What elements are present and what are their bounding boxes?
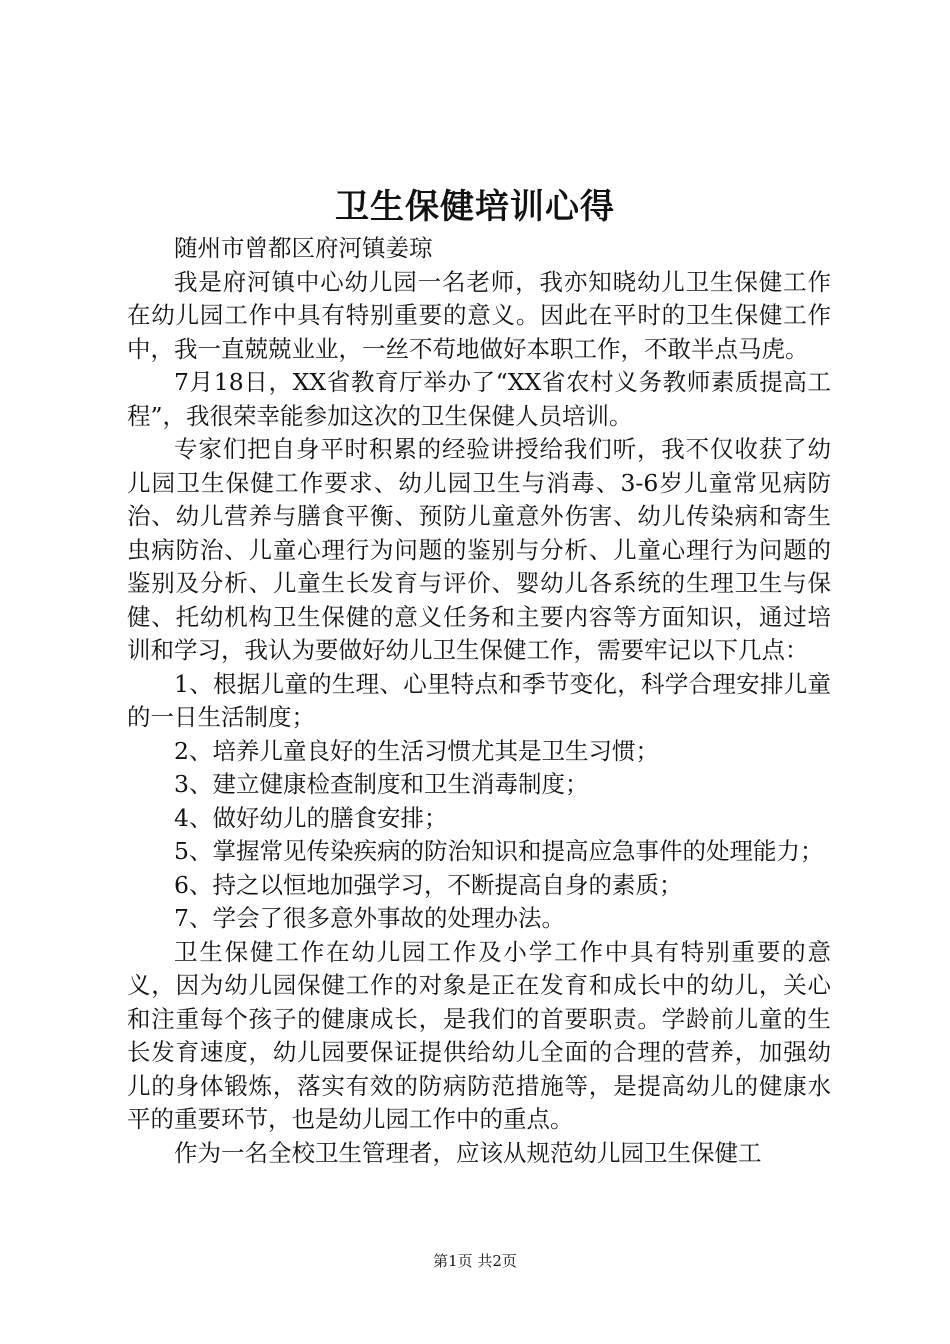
list-item: 5、掌握常见传染疾病的防治知识和提高应急事件的处理能力； (174, 837, 824, 865)
author-line: 随州市曾都区府河镇姜琼 (174, 234, 433, 262)
paragraph: 我是府河镇中心幼儿园一名老师，我亦知晓幼儿卫生保健工作在幼儿园工作中具有特别重要的意义。因此在平时的卫生保健工作中，我一直兢兢业业，一丝不苟地做好本职工作，不敢半点马虎。 (127, 267, 831, 363)
list-item: 3、建立健康检查制度和卫生消毒制度； (174, 770, 589, 798)
list-item: 7、学会了很多意外事故的处理办法。 (174, 904, 565, 932)
paragraph: 专家们把自身平时积累的经验讲授给我们听，我不仅收获了幼儿园卫生保健工作要求、幼儿园卫生与消毒、3-6岁儿童常见病防治、幼儿营养与膳食平衡、预防儿童意外伤害、幼儿传染病和寄生虫病防治、儿童心理行为问题的鉴别与分析、儿童心理行为问题的鉴别及分析、儿童生长发育与评价、婴幼儿各系统的生理卫生与保健、托幼机构卫生保健的意义任务和主要内容等方面知识，通过培训和学习，我认为要做好幼儿卫生保健工作，需要牢记以下几点： (127, 435, 831, 664)
list-item: 6、持之以恒地加强学习，不断提高自身的素质； (174, 870, 683, 899)
document-title: 卫生保健培训心得 (335, 187, 615, 227)
list-item: 4、做好幼儿的膳食安排； (174, 803, 448, 832)
page-footer: 第1页 共2页 (433, 1252, 517, 1270)
paragraph: 作为一名全校卫生管理者，应该从规范幼儿园卫生保健工 (174, 1138, 762, 1167)
document-body (127, 232, 831, 1170)
list-item: 2、培养儿童良好的生活习惯尤其是卫生习惯； (174, 736, 659, 765)
paragraph: 卫生保健工作在幼儿园工作及小学工作中具有特别重要的意义，因为幼儿园保健工作的对象是正在发育和成长中的幼儿，关心和注重每个孩子的健康成长，是我们的首要职责。学龄前儿童的生长发育速度，幼儿园要保证提供给幼儿全面的合理的营养，加强幼儿的身体锻炼，落实有效的防病防范措施等，是提高幼儿的健康水平的重要环节，也是幼儿园工作中的重点。 (127, 937, 831, 1133)
list-item: 1、根据儿童的生理、心里特点和季节变化，科学合理安排儿童的一日生活制度； (127, 669, 831, 731)
paragraph: 7月18日，XX省教育厅举办了“XX省农村义务教师素质提高工程”，我很荣幸能参加这次的卫生保健人员培训。 (127, 368, 831, 430)
